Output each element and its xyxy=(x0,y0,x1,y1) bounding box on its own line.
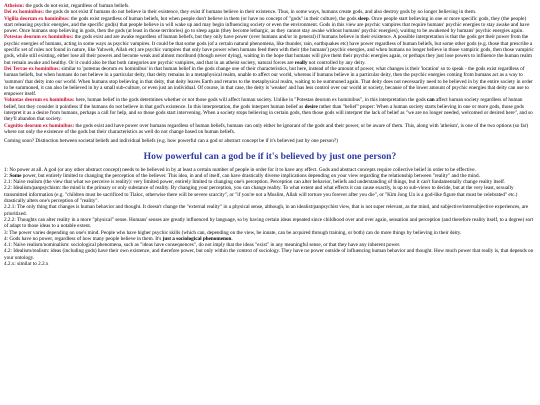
definition-cont: . Once people start believing in one or more specific gods, they (the people) start releasing psychic energies, and the specific god(s) that people believe in will wake up and may begin influencing society or even the environment. Gods in this view are psychic vampires that require humans' psychic energies to stay awake and have power. Once humans stop believing in gods, then the gods (at least in those territories) go to sleep again (they become lethargic, as they cannot stay awake without humans' psychic energies), waiting to be awakened by humans' psychic energies again. xyxy=(4,15,530,35)
list-item: 2.2: Idealism/panpsychism: the mind is the primary or only substance of reality. By changing your perception, you can change reality. To what extent and what effects it can cause exactly, is up to sub-views to decide, but at the very least, sexually transmitted information (e.g. "children must be sacrificed to Tlaloc, otherwise there will be severe scarcity", or "if you're not a Muslim, Allah will torture you forever after you die", or "Kim Jong Un is a god-like figure that must be celebrated" etc.) drastically alters one's perception of "reality". xyxy=(4,185,518,205)
term: Atheism: xyxy=(4,3,25,9)
item-text: . xyxy=(231,235,233,242)
definition-cont-2: rather than "belief" proper: When a human society starts believing in one or more gods, those gods interpret it as a desire from humans, perhaps a call for help, and so those gods start intervening. When a society stops believing in certain gods, then those gods will interpret the lack of belief as "we are no longer needed, welcomed or desired here", and so they'll abandon that society. xyxy=(4,103,533,123)
definition-cont: affect human society regardless of human belief, but they consider it pointless if the humans do not believe in that god's existence. In this interpretation, the gods interpret human belief as xyxy=(4,97,523,110)
list-item: 2.2.2: Thoughts can alter reality in a more "physical" sense. Humans' senses are greatly influenced by language, so by having certain ideas repeated since childhood over and over again, sensation and perception (and therefore reality itself, to a degree) sort of adapt to those ideas to a notable extent. xyxy=(4,216,534,230)
definitions xyxy=(4,3,536,135)
item-prefix: 4: Gods have no power, regardless of how many people believe in them. It's xyxy=(4,235,163,242)
term: Dei Terrae ex hominibus: xyxy=(4,65,61,72)
definition: the gods exist regardless of human beliefs, but when people don't believe in them (or have no concept of "gods" in their culture), the gods xyxy=(69,15,358,22)
item-text: power, but entirely limited to changing the perception of the believer. This idea, in and of itself, can have drastically diverse implications depending on your view regarding the relationship between "reality" and the mind. xyxy=(21,172,480,179)
list-item: 1: No power at all. A god (or any other abstract concept) needs to be believed in by at least a certain number of people in order for it to have any effect. Gods and abstract concepts require collective belief in order to be effective. xyxy=(4,166,476,173)
coming-soon-note: Coming soon? Distinction between societal beliefs and individual beliefs (e.g. how powerful can a god or abstract concept be if it's believed just by one person?) xyxy=(4,138,338,145)
power-list xyxy=(4,167,536,268)
definition: similar to 'potestas deorum ex hominibus' in that human belief in the gods change one of their characteristics, but here, instead of the amount of power, what changes is their 'location' so to speak - the gods exist regardless of human beliefs, but when humans do not believe in a particular deity, that deity remains in a metaphysical realm, unable to affect our world, whereas if humans believe in a particular deity, then the psychic energies coming from humans act as a way to 'summon' that deity into our world. When humans stop believing in that deity, that deity leaves Earth and returns to the metaphysical realm, waiting to be summoned again. That deity does not necessarily need to be believed in by the entire society in order to be summoned, it can also be believed in by a small sub-culture, or even just an individual. Of course, in that case, the deity is 'weaker' and has less control over our world or society, because of the lower amount of psychic energies that deity can use to empower itself. xyxy=(4,65,533,98)
entry-potestas xyxy=(4,34,536,65)
entry-vigilia xyxy=(4,16,536,35)
emphasis: just a sociological phenomenon xyxy=(162,235,232,242)
term: Vigilia deorum ex hominibus: xyxy=(4,15,70,22)
list-item: 3: The power varies depending on one's mind. People who have higher psychic skills (which can, depending on the view, be innate, can be acquired through training, or both) can do more things by believing in their deity. xyxy=(4,229,462,236)
definition-cont: not controlled by any deity. xyxy=(307,59,366,66)
definition: here, human belief in the gods determines whether or not those gods will affect human society. Unlike in "Potestas deorum ex hominibus", in this interpretation the gods xyxy=(74,97,427,104)
emphasis: really xyxy=(294,59,308,66)
entry-cognitio xyxy=(4,123,536,136)
section-title: How powerful can a god be if it's believed by just one person? xyxy=(143,150,397,162)
term: Dei ex hominibus: xyxy=(4,9,45,16)
definition: the gods exist and have power over humans regardless of human beliefs, humans can only either be ignorant of the gods and their power, or be aware of them. This, along with 'atheism', is one of the two options (so far) where not only the existence of the gods but their characteristics as well do not change based on human beliefs. xyxy=(4,122,529,135)
list-item: 4.2.x: similar to 2.2.x xyxy=(4,260,49,267)
list-item: 2.2.1: The only thing that changes is human behavior and thought. It doesn't change the "external reality" in a physical sense, although, in an idealist/panpsychist view, that is not super relevant, as the mind, and subjective/intersubjective experiences, are prioritized. xyxy=(4,204,529,217)
list-item: 4.1: Naive realism/nominalism: sociological phenomena, such as "ideas have consequences", do not imply that the ideas "exist" in any meaningful sense, or that they have any inherent power. xyxy=(4,242,401,249)
term: Cognitio deorum ex hominibus: xyxy=(4,122,75,129)
term: Potestas deorum ex hominibus: xyxy=(4,34,74,41)
definition: the gods exist and are awake regardless of human beliefs, but they only have power (over humans and/or in general) if humans believe in their existence. A possible interpretation is that the gods get their power from the psychic energies of humans, acting in some ways as psychic vampires. It could be that some gods (of a certain natural phenomena, like thunder, rain, earthquakes etc) have power regardless of human beliefs, but some other gods (e.g. those that prescribe a specific set of rules not found in nature, like Yahweh, Allah etc) are psychic vampires that only have power when humans feed them with their (the humans') psychic energies, and when humans no longer believe in those vampiric gods, then those vampiric gods, while still existing, either lose all their powers and become weak and almost moribund (though never dying), waiting in the hope that humans will give them their psychic energies again, or perhaps they just lose powers to influence the human realm but remain awake and healthy. Or it could also be that both categories are psychic vampires, and that in an atheist society, natural forces are xyxy=(4,34,534,66)
definition: the gods do not exist if humans do not believe in their existence, they exist if humans believe in their existence. Thus, in some ways, humans create gods, and also destroy gods by no longer believing in them. xyxy=(44,9,477,16)
emphasis: sleep xyxy=(357,15,369,22)
entry-dei-terrae xyxy=(4,66,536,97)
emphasis-2: desire xyxy=(304,103,318,110)
list-item: 4.2: Idealism/realism: ideas (including gods) have their own existence, and therefore power, but only within the context of sociology. They have no power outside of influencing human behavior and thought. How much power that really is, that depends on your ontology. xyxy=(4,248,534,261)
emphasis: can xyxy=(426,97,435,104)
list-item: 2.1: Naive realism (the view that what we perceive is reality): very limited power, entirely limited to changing one's perception. Perception can alter behavior, beliefs and understanding of things, but it can't fundamentally change reality itself. xyxy=(4,179,506,186)
emphasis: Some xyxy=(9,172,22,179)
definition: the gods do not exist, regardless of human beliefs. xyxy=(24,3,130,9)
entry-voluntas xyxy=(4,97,536,122)
item-prefix: 2: xyxy=(4,172,10,179)
term: Voluntas deorum ex hominibus: xyxy=(4,97,75,104)
